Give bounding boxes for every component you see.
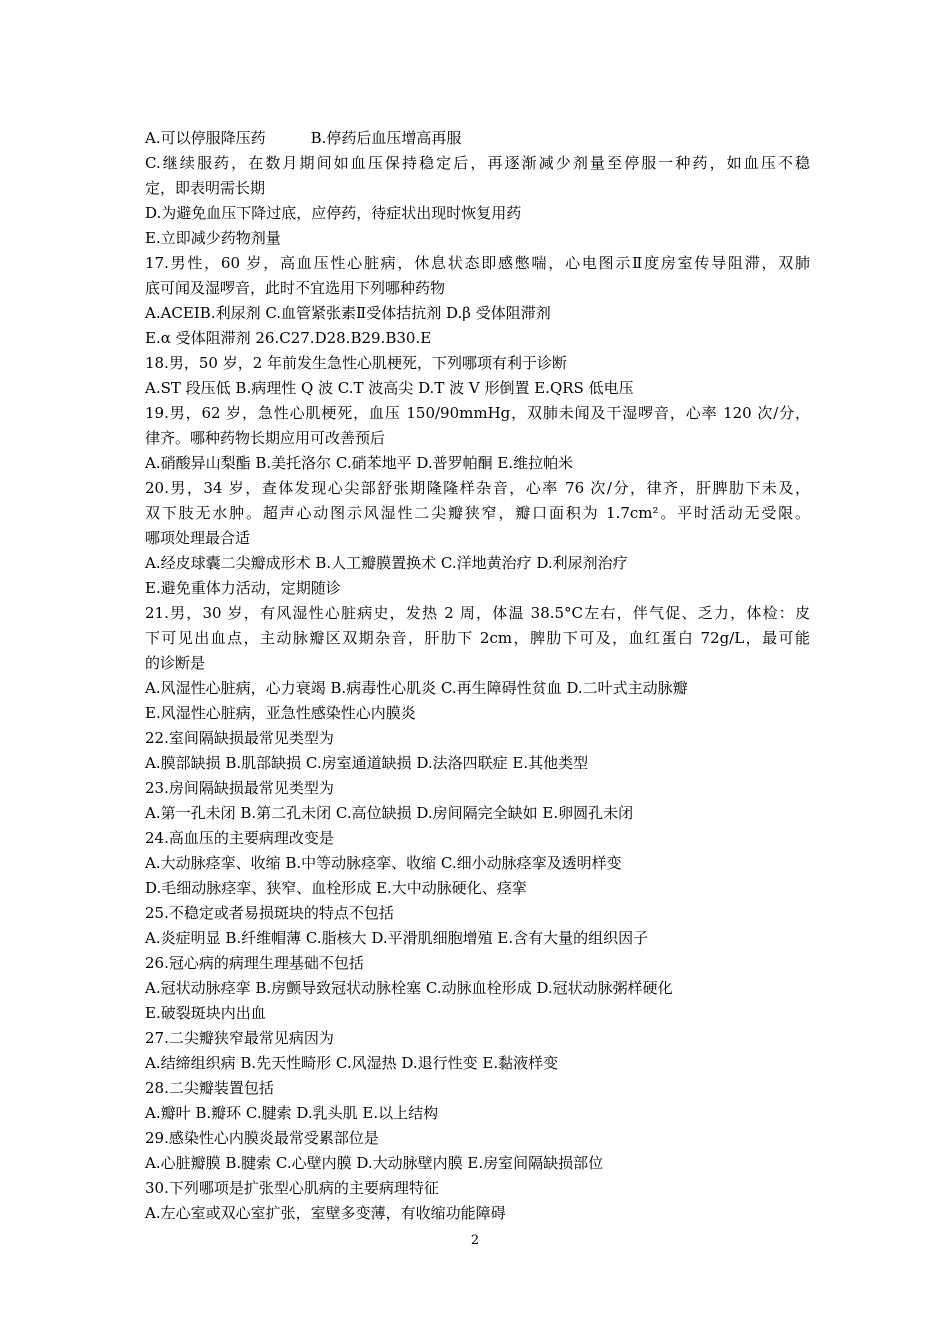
text-line: A.瓣叶 B.瓣环 C.腱索 D.乳头肌 E.以上结构 (145, 1104, 439, 1122)
text-line: 双下肢无水肿。超声心动图示风湿性二尖瓣狭窄，瓣口面积为 1.7cm²。平时活动无受限。 (145, 504, 810, 522)
page-number: 2 (470, 1233, 480, 1248)
text-line: 29.感染性心内膜炎最常受累部位是 (145, 1129, 379, 1147)
text-line: A.ACEIB.利尿剂 C.血管紧张素Ⅱ受体拮抗剂 D.β 受体阻滞剂 (145, 304, 551, 322)
text-line: A.膜部缺损 B.肌部缺损 C.房室通道缺损 D.法洛四联症 E.其他类型 (145, 754, 589, 772)
text-line: A.第一孔未闭 B.第二孔未闭 C.高位缺损 D.房间隔完全缺如 E.卵圆孔未闭 (145, 804, 634, 822)
text-line: E.立即减少药物剂量 (145, 229, 281, 247)
page-content (145, 126, 810, 1226)
text-line: 27.二尖瓣狭窄最常见病因为 (145, 1029, 334, 1047)
text-line: A.结缔组织病 B.先天性畸形 C.风湿热 D.退行性变 E.黏液样变 (145, 1054, 559, 1072)
text-line: A.风湿性心脏病，心力衰竭 B.病毒性心肌炎 C.再生障碍性贫血 D.二叶式主动脉瓣 (145, 679, 688, 697)
text-line: A.硝酸异山梨酯 B.美托洛尔 C.硝苯地平 D.普罗帕酮 E.维拉帕米 (145, 454, 574, 472)
text-line: 19.男，62 岁，急性心肌梗死，血压 150/90mmHg，双肺未闻及干湿啰音，心率 120 次/分， (145, 404, 810, 422)
text-line: A.心脏瓣膜 B.腱索 C.心壁内膜 D.大动脉壁内膜 E.房室间隔缺损部位 (145, 1154, 604, 1172)
text-line: A.冠状动脉痉挛 B.房颤导致冠状动脉栓塞 C.动脉血栓形成 D.冠状动脉粥样硬化 (145, 979, 673, 997)
text-line: D.毛细动脉痉挛、狭窄、血栓形成 E.大中动脉硬化、痉挛 (145, 879, 527, 897)
text-line: D.为避免血压下降过底，应停药，待症状出现时恢复用药 (145, 204, 522, 222)
text-line: A.左心室或双心室扩张，室壁多变薄，有收缩功能障碍 (145, 1204, 506, 1222)
text-line: 21.男，30 岁，有风湿性心脏病史，发热 2 周，体温 38.5°C左右，伴气促、乏力，体检：皮 (145, 604, 810, 622)
text-line: 22.室间隔缺损最常见类型为 (145, 729, 334, 747)
text-line: 定，即表明需长期 (145, 179, 266, 197)
text-line: A.可以停服降压药 B.停药后血压增高再服 (145, 129, 462, 147)
text-line: E.避免重体力活动，定期随诊 (145, 579, 341, 597)
text-line: A.经皮球囊二尖瓣成形术 B.人工瓣膜置换术 C.洋地黄治疗 D.利尿剂治疗 (145, 554, 628, 572)
text-line: 20.男，34 岁，查体发现心尖部舒张期隆隆样杂音，心率 76 次/分，律齐，肝脾肋下未及， (145, 479, 810, 497)
text-line: 30.下列哪项是扩张型心肌病的主要病理特征 (145, 1179, 439, 1197)
text-line: A.大动脉痉挛、收缩 B.中等动脉痉挛、收缩 C.细小动脉痉挛及透明样变 (145, 854, 622, 872)
text-line: 的诊断是 (145, 654, 206, 672)
text-line: 下可见出血点，主动脉瓣区双期杂音，肝肋下 2cm，脾肋下可及，血红蛋白 72g/L，最可能 (145, 629, 810, 647)
text-line: E.α 受体阻滞剂 26.C27.D28.B29.B30.E (145, 329, 432, 347)
text-line: 律齐。哪种药物长期应用可改善预后 (145, 429, 386, 447)
text-line: 17.男性，60 岁，高血压性心脏病，休息状态即感憋喘，心电图示Ⅱ度房室传导阻滞，双肺 (145, 254, 810, 272)
text-line: E.破裂斑块内出血 (145, 1004, 266, 1022)
text-line: 25.不稳定或者易损斑块的特点不包括 (145, 904, 394, 922)
text-line: A.ST 段压低 B.病理性 Q 波 C.T 波高尖 D.T 波 V 形倒置 E.QRS 低电压 (145, 379, 634, 397)
text-line: 26.冠心病的病理生理基础不包括 (145, 954, 364, 972)
text-line: 24.高血压的主要病理改变是 (145, 829, 334, 847)
text-line: 18.男，50 岁，2 年前发生急性心肌梗死，下列哪项有利于诊断 (145, 354, 568, 372)
text-line: C.继续服药，在数月期间如血压保持稳定后，再逐渐减少剂量至停服一种药，如血压不稳 (145, 154, 810, 172)
text-line: A.炎症明显 B.纤维帽薄 C.脂核大 D.平滑肌细胞增殖 E.含有大量的组织因子 (145, 929, 649, 947)
text-line: E.风湿性心脏病，亚急性感染性心内膜炎 (145, 704, 416, 722)
text-line: 底可闻及湿啰音，此时不宜选用下列哪种药物 (145, 279, 446, 297)
text-line: 23.房间隔缺损最常见类型为 (145, 779, 334, 797)
text-line: 哪项处理最合适 (145, 529, 251, 547)
text-line: 28.二尖瓣装置包括 (145, 1079, 274, 1097)
